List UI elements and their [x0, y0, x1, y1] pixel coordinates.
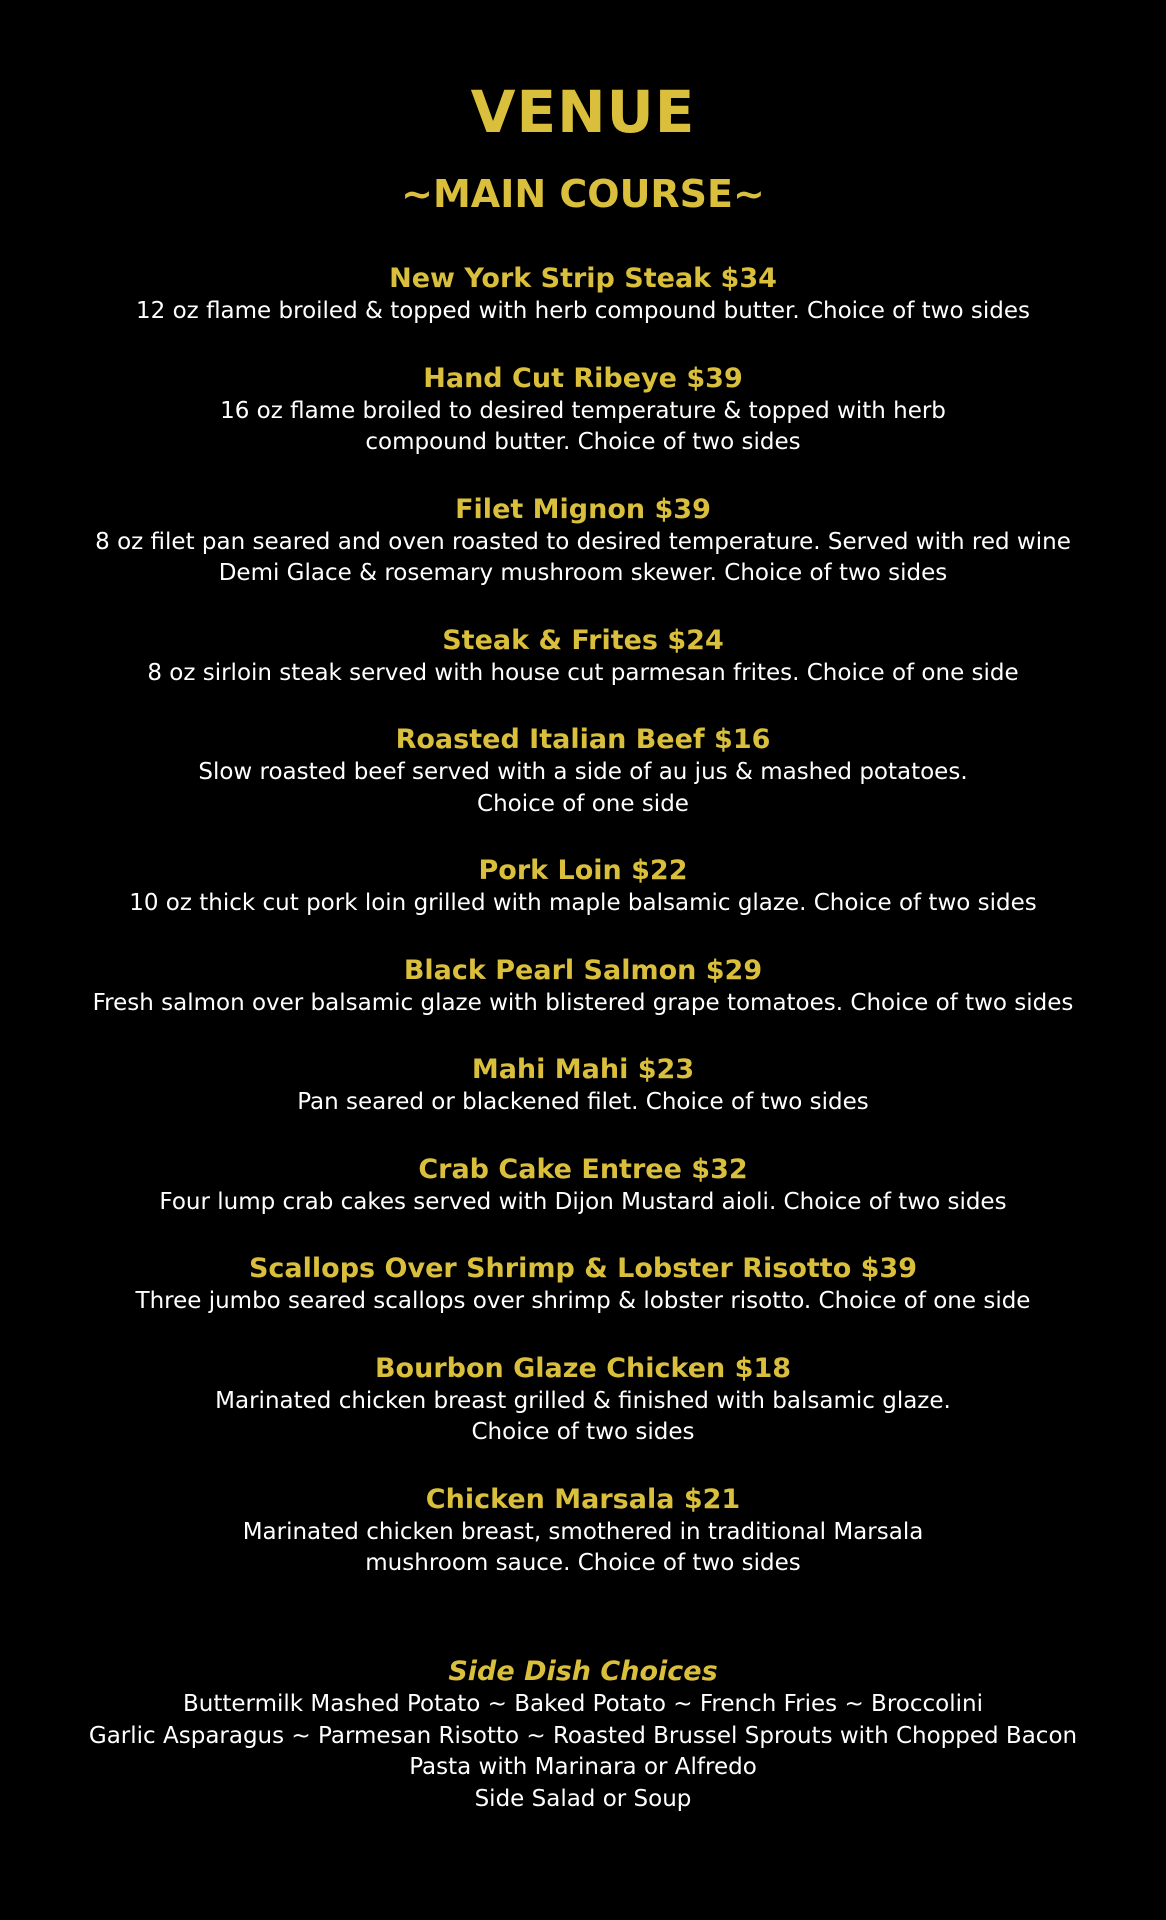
- menu-item: [0, 362, 1166, 459]
- menu-item-title: Scallops Over Shrimp & Lobster Risotto $39: [248, 1253, 918, 1284]
- menu-item-title: Chicken Marsala $21: [425, 1483, 741, 1515]
- menu-item-title: Mahi Mahi $23: [471, 1054, 695, 1085]
- menu-item: [0, 1153, 1166, 1219]
- menu-item-description: 12 oz flame broiled & topped with herb compound butter. Choice of two sides: [136, 298, 1030, 324]
- menu-item-description: Slow roasted beef served with a side of au jus & mashed potatoes.: [198, 759, 968, 785]
- menu-item-description: 8 oz sirloin steak served with house cut parmesan frites. Choice of one side: [147, 659, 1019, 686]
- side-dish-line: Pasta with Marinara or Alfredo: [409, 1754, 757, 1780]
- menu-item: [0, 1352, 1166, 1449]
- menu-item: [0, 1053, 1166, 1119]
- menu-item-description: Marinated chicken breast grilled & finished with balsamic glaze.: [215, 1387, 951, 1414]
- menu-item-title: Hand Cut Ribeye $39: [423, 362, 743, 394]
- menu-item-description: Three jumbo seared scallops over shrimp & lobster risotto. Choice of one side: [135, 1288, 1031, 1314]
- menu-item-description: Demi Glace & rosemary mushroom skewer. Choice of two sides: [218, 560, 948, 586]
- menu-item-description: 10 oz thick cut pork loin grilled with maple balsamic glaze. Choice of two sides: [129, 890, 1037, 916]
- section-title: ~MAIN COURSE~: [401, 172, 765, 216]
- side-dish-line: Buttermilk Mashed Potato ~ Baked Potato ~ French Fries ~ Broccolini: [183, 1691, 983, 1717]
- menu-item-description: Choice of one side: [477, 790, 689, 817]
- menu-item-description: Four lump crab cakes served with Dijon Mustard aioli. Choice of two sides: [159, 1188, 1007, 1215]
- venue-title: VENUE: [470, 78, 696, 146]
- menu-item-title: Bourbon Glaze Chicken $18: [374, 1352, 792, 1384]
- menu-item-title: Steak & Frites $24: [442, 624, 724, 656]
- menu-item-description: Fresh salmon over balsamic glaze with blistered grape tomatoes. Choice of two sides: [92, 989, 1074, 1016]
- menu-item: [0, 1252, 1166, 1318]
- menu-item: [0, 493, 1166, 590]
- side-dish-line: Garlic Asparagus ~ Parmesan Risotto ~ Roasted Brussel Sprouts with Chopped Bacon: [88, 1722, 1078, 1749]
- menu-item: [0, 854, 1166, 920]
- menu-item-description: mushroom sauce. Choice of two sides: [365, 1550, 801, 1576]
- menu-item-title: Roasted Italian Beef $16: [395, 724, 771, 755]
- menu-item-description: Pan seared or blackened filet. Choice of two sides: [297, 1089, 869, 1115]
- menu-item-title: Pork Loin $22: [478, 855, 688, 886]
- side-dish-section: [0, 1655, 1166, 1815]
- menu-item-description: 16 oz flame broiled to desired temperature & topped with herb: [220, 397, 946, 424]
- menu-item-description: Marinated chicken breast, smothered in traditional Marsala: [242, 1518, 924, 1545]
- menu-item-description: Choice of two sides: [471, 1419, 695, 1445]
- side-dish-title: Side Dish Choices: [448, 1656, 718, 1687]
- menu-item-title: Black Pearl Salmon $29: [403, 954, 763, 986]
- menu-item-title: Crab Cake Entree $32: [418, 1153, 748, 1185]
- menu-item: [0, 262, 1166, 328]
- menu-item: [0, 954, 1166, 1020]
- side-dish-line: Side Salad or Soup: [474, 1785, 692, 1812]
- menu-item: [0, 624, 1166, 690]
- menu-item-description: 8 oz filet pan seared and oven roasted to desired temperature. Served with red wine: [95, 528, 1071, 555]
- menu-item-title: Filet Mignon $39: [455, 493, 711, 525]
- main-course-list: [0, 262, 1166, 1614]
- menu-item: [0, 723, 1166, 820]
- menu-item: [0, 1483, 1166, 1580]
- menu-item-title: New York Strip Steak $34: [389, 263, 777, 294]
- menu-item-description: compound butter. Choice of two sides: [365, 429, 801, 455]
